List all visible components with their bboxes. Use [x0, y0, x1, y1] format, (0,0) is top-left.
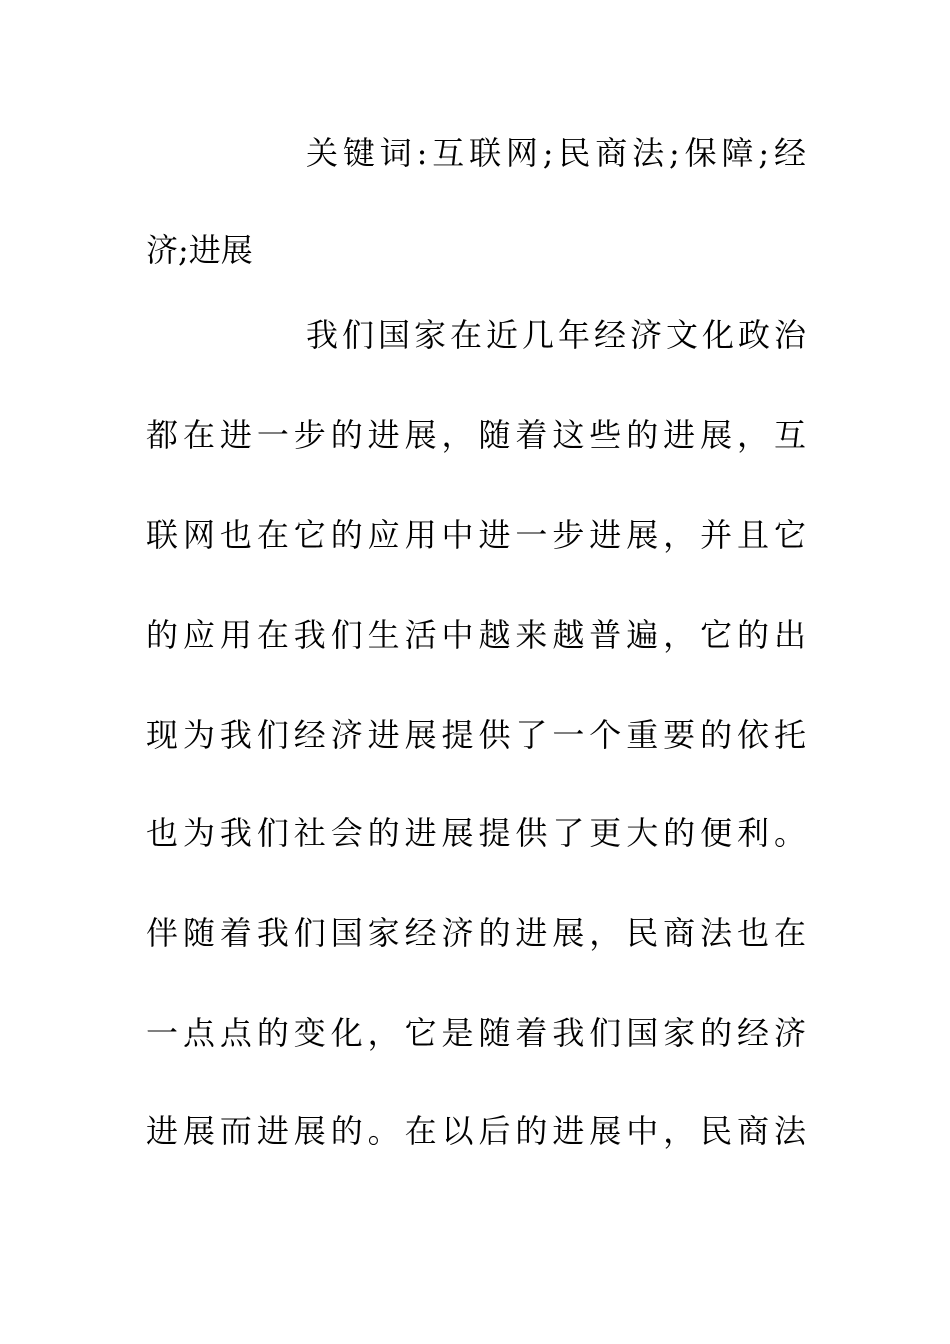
paragraph-line-3: 联网也在它的应用中进一步进展，并且它: [146, 516, 806, 554]
paragraph-line-7: 伴随着我们国家经济的进展，民商法也在: [146, 914, 806, 952]
paragraph-line-4: 的应用在我们生活中越来越普遍，它的出: [146, 616, 806, 654]
paragraph-line-8: 一点点的变化，它是随着我们国家的经济: [146, 1014, 806, 1052]
paragraph-line-1: 我们国家在近几年经济文化政治: [306, 316, 806, 354]
paragraph-line-6: 也为我们社会的进展提供了更大的便利。: [146, 814, 806, 852]
keywords-line-1: 关键词:互联网;民商法;保障;经: [306, 134, 806, 172]
paragraph-line-9: 进展而进展的。在以后的进展中，民商法: [146, 1112, 806, 1150]
paragraph-line-2: 都在进一步的进展，随着这些的进展，互: [146, 416, 806, 454]
keywords-line-2: 济;进展: [146, 231, 253, 269]
paragraph-line-5: 现为我们经济进展提供了一个重要的依托: [146, 716, 806, 754]
